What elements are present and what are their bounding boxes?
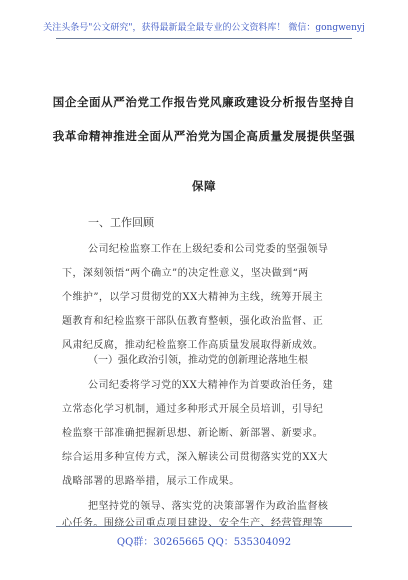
paragraph-line: 个维护”，以学习贯彻党的XX大精神为主线，统筹开展主 [62,292,324,303]
document-title-line-2: 我革命精神推进全面从严治党为国企高质量发展提供坚强 [52,129,356,143]
footer-rule [56,526,352,527]
paragraph-line: 风肃纪反腐，推动纪检监察工作高质量发展取得新成效。 [62,340,324,351]
paragraph-line: 把坚持党的领导、落实党的决策部署作为政治监督核 [88,501,329,512]
paragraph-line: 立常态化学习机制，通过多种形式开展全员培训，引导纪 [62,404,324,415]
paragraph-line: 战略部署的思路举措，展示工作成果。 [62,476,240,487]
paragraph-line: 检监察干部准确把握新思想、新论断、新部署、新要求。 [62,428,324,439]
paragraph-line: 公司纪检监察工作在上级纪委和公司党委的坚强领导 [88,244,329,255]
paragraph-line: 下，深刻领悟“两个确立”的决定性意义，坚决做到“两 [62,268,309,279]
header-note: 关注头条号"公文研究"，获得最新最全最专业的公文资料库！ 微信：gongwenyj [43,23,365,33]
subsection-heading-political-leadership: （一）强化政治引领，推动党的创新理论落地生根 [88,355,308,366]
paragraph-line: 题教育和纪检监察干部队伍教育整顿，强化政治监督、正 [62,316,324,327]
paragraph-line: 心任务。围绕公司重点项目建设、安全生产、经营管理等 [62,518,324,529]
paragraph-line: 公司纪委将学习党的XX大精神作为首要政治任务，建 [88,380,334,391]
paragraph-line: 综合运用多种宣传方式，深入解读公司贯彻落实党的XX大 [62,452,328,463]
section-heading-work-review: 一、工作回顾 [88,216,154,229]
header-rule [56,38,352,39]
document-title-line-1: 国企全面从严治党工作报告党风廉政建设分析报告坚持自 [52,95,356,109]
footer-qq-contact: QQ群：30265665 QQ：535304092 [116,537,292,548]
document-title-line-3: 保障 [191,179,217,193]
